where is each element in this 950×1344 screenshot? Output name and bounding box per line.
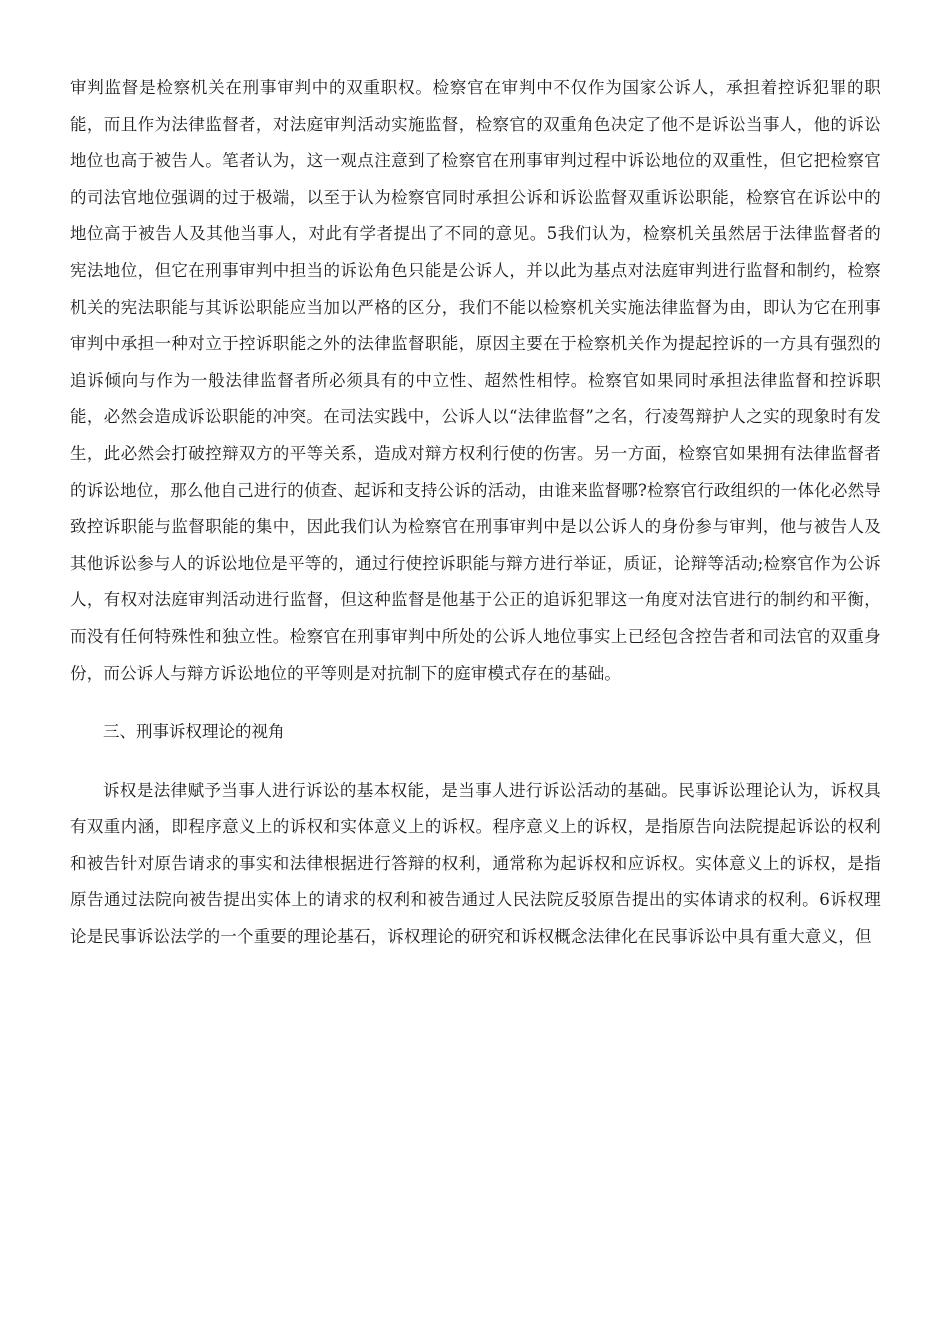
body-paragraph-2: 诉权是法律赋予当事人进行诉讼的基本权能，是当事人进行诉讼活动的基础。民事诉讼理论认为，诉权具有双重内涵，即程序意义上的诉权和实体意义上的诉权。程序意义上的诉权，是指原告向法院提起诉讼的权利和被告针对原告请求的事实和法律根据进行答辩的权利，通常称为起诉权和应诉权。实体意义上的诉权，是指原告通过法院向被告提出实体上的请求的权利和被告通过人民法院反驳原告提出的实体请求的权利。6诉权理论是民事诉讼法学的一个重要的理论基石，诉权理论的研究和诉权概念法律化在民事诉讼中具有重大意义，但 <box>70 780 881 947</box>
document-page <box>70 70 881 956</box>
section-heading: 三、刑事诉权理论的视角 <box>103 722 285 742</box>
body-paragraph-1: 审判监督是检察机关在刑事审判中的双重职权。检察官在审判中不仅作为国家公诉人，承担着控诉犯罪的职能，而且作为法律监督者，对法庭审判活动实施监督，检察官的双重角色决定了他不是诉讼当事人，他的诉讼地位也高于被告人。笔者认为，这一观点注意到了检察官在刑事审判过程中诉讼地位的双重性，但它把检察官的司法官地位强调的过于极端，以至于认为检察官同时承担公诉和诉讼监督双重诉讼职能，检察官在诉讼中的地位高于被告人及其他当事人，对此有学者提出了不同的意见。5我们认为，检察机关虽然居于法律监督者的宪法地位，但它在刑事审判中担当的诉讼角色只能是公诉人，并以此为基点对法庭审判进行监督和制约，检察机关的宪法职能与其诉讼职能应当加以严格的区分，我们不能以检察机关实施法律监督为由，即认为它在刑事审判中承担一种对立于控诉职能之外的法律监督职能，原因主要在于检察机关作为提起控诉的一方具有强烈的追诉倾向与作为一般法律监督者所必须具有的中立性、超然性相悖。检察官如果同时承担法律监督和控诉职能，必然会造成诉讼职能的冲突。在司法实践中，公诉人以“法律监督”之名，行凌驾辩护人之实的现象时有发生，此必然会打破控辩双方的平等关系，造成对辩方权利行使的伤害。另一方面，检察官如果拥有法律监督者的诉讼地位，那么他自己进行的侦查、起诉和支持公诉的活动，由谁来监督哪?检察官行政组织的一体化必然导致控诉职能与监督职能的集中，因此我们认为检察官在刑事审判中是以公诉人的身份参与审判，他与被告人及其他诉讼参与人的诉讼地位是平等的，通过行使控诉职能与辩方进行举证，质证，论辩等活动;检察官作为公诉人，有权对法庭审判活动进行监督，但这种监督是他基于公正的追诉犯罪这一角度对法官进行的制约和平衡，而没有任何特殊性和独立性。检察官在刑事审判中所处的公诉人地位事实上已经包含控告者和司法官的双重身份，而公诉人与辩方诉讼地位的平等则是对抗制下的庭审模式存在的基础。 <box>70 78 881 683</box>
